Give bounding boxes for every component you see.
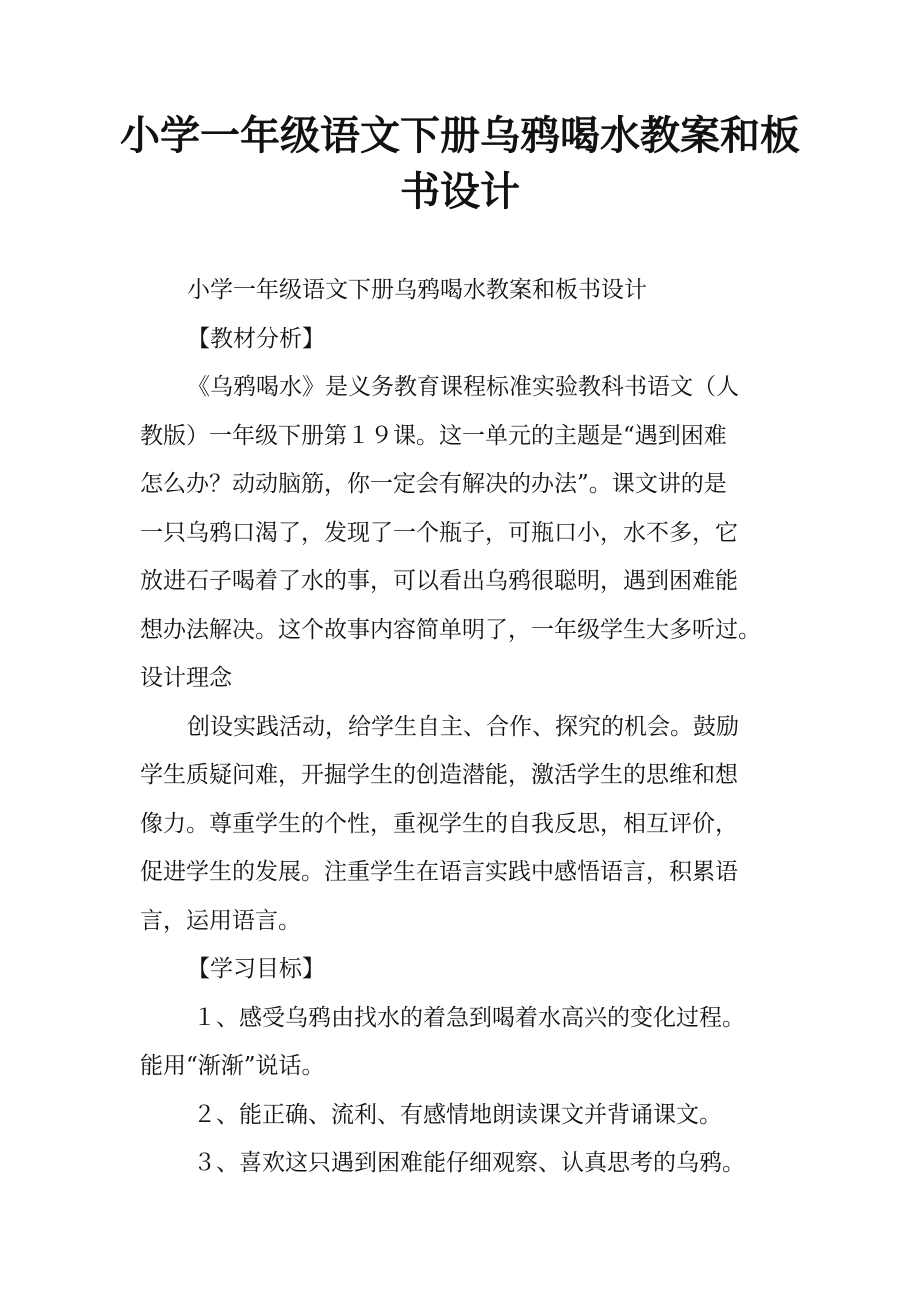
body-line: 促进学生的发展。注重学生在语言实践中感悟语言，积累语 [140,859,738,885]
body-line: 言，运用语言。 [140,907,301,934]
title-line-1: 小学一年级语文下册乌鸦喝水教案和板 [120,113,800,159]
section-heading-textbook-analysis: 【教材分析】 [187,325,325,352]
body-line: 能用“渐渐”说话。 [140,1053,325,1079]
title-line-2: 书设计 [400,169,520,215]
body-line: 像力。尊重学生的个性，重视学生的自我反思，相互评价， [140,810,738,837]
document-body [140,266,790,1188]
body-line: 一只乌鸦口渴了，发现了一个瓶子，可瓶口小，水不多，它 [140,519,738,546]
body-line-subtitle: 小学一年级语文下册乌鸦喝水教案和板书设计 [187,277,647,303]
section-heading-learning-goals: 【学习目标】 [187,956,325,982]
goal-item-3: ３、喜欢这只遇到困难能仔细观察、认真思考的乌鸦。 [193,1150,745,1176]
body-line: 学生质疑问难，开掘学生的创造潜能，激活学生的思维和想 [140,762,738,788]
body-line: 《乌鸦喝水》是义务教育课程标准实验教科书语文（人 [187,374,739,400]
body-line: 创设实践活动，给学生自主、合作、探究的机会。鼓励 [187,713,739,740]
goal-item-1: １、感受乌鸦由找水的着急到喝着水高兴的变化过程。 [193,1004,745,1031]
goal-item-2: ２、能正确、流利、有感情地朗读课文并背诵课文。 [193,1101,722,1128]
body-line: 教版）一年级下册第１９课。这一单元的主题是“遇到困难 [140,422,727,449]
section-heading-design-concept: 设计理念 [140,665,232,691]
body-line: 想办法解决。这个故事内容简单明了，一年级学生大多听过。 [140,616,761,643]
document-title [120,108,800,220]
body-line: 放进石子喝着了水的事，可以看出乌鸦很聪明，遇到困难能 [140,568,738,594]
body-line: 怎么办？动动脑筋，你一定会有解决的办法”。课文讲的是 [140,471,727,497]
